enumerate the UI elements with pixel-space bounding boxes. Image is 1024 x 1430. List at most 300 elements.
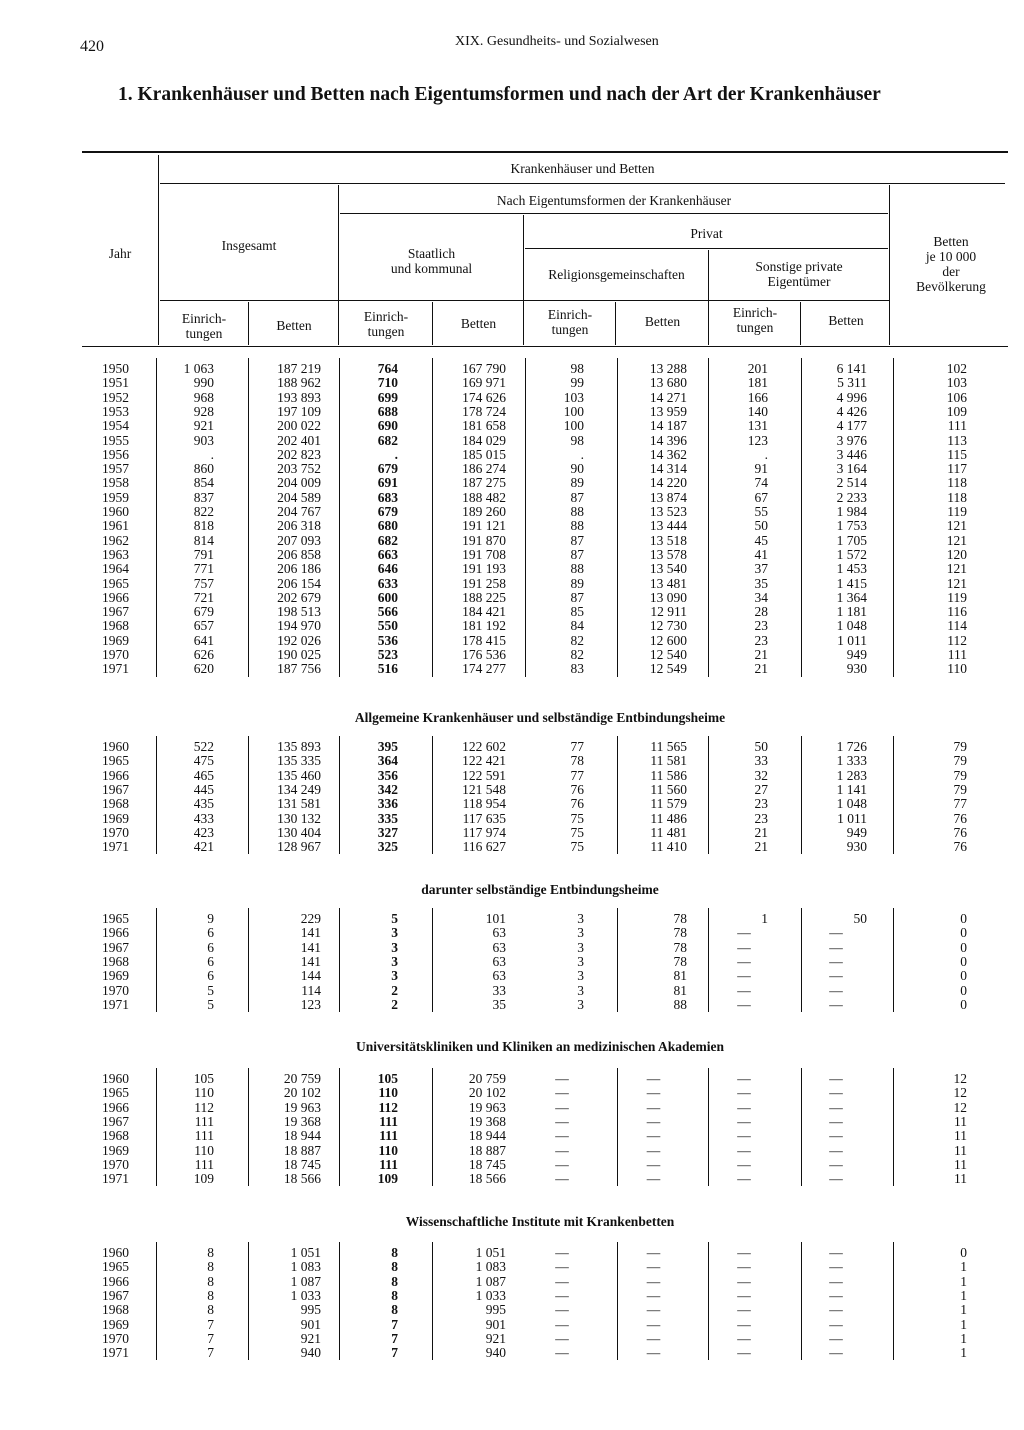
table-cell: 12 911 xyxy=(650,604,687,620)
table-cell: 1 xyxy=(960,1302,967,1318)
table-cell: 1 333 xyxy=(836,753,867,769)
table-cell: 8 xyxy=(391,1302,398,1318)
table-cell: — xyxy=(646,1345,661,1361)
rule-privat xyxy=(525,248,888,249)
table-cell: 7 xyxy=(207,1330,214,1346)
table-cell: 144 xyxy=(300,968,321,984)
table-cell: 109 xyxy=(377,1171,398,1187)
table-cell: 12 xyxy=(953,1099,967,1115)
table-cell: 82 xyxy=(570,647,584,662)
table-cell: 91 xyxy=(754,461,768,477)
vrule xyxy=(708,250,709,345)
table-cell: 23 xyxy=(754,632,768,648)
table-cell: — xyxy=(737,925,751,941)
table-cell: 110 xyxy=(947,661,967,677)
table-cell: 921 xyxy=(300,1330,321,1346)
table-cell: 13 680 xyxy=(649,375,687,391)
table-cell: 3 xyxy=(577,925,584,941)
table-cell: 122 591 xyxy=(462,767,506,783)
body-vrule xyxy=(339,1242,340,1360)
table-cell: 1 753 xyxy=(836,518,867,534)
table-cell: 903 xyxy=(193,432,214,448)
table-cell: 13 090 xyxy=(649,589,687,605)
table-cell: — xyxy=(555,1099,569,1115)
table-cell: 123 xyxy=(300,996,321,1012)
table-cell: 202 679 xyxy=(277,589,321,605)
table-cell: 688 xyxy=(377,403,398,419)
table-cell: 84 xyxy=(570,618,584,634)
table-cell: 131 xyxy=(747,418,768,434)
rule-sub xyxy=(160,300,890,301)
table-cell: 20 102 xyxy=(283,1085,321,1101)
table-cell: 14 271 xyxy=(649,389,687,405)
table-cell: 11 xyxy=(954,1142,967,1158)
table-cell: 111 xyxy=(947,418,967,434)
table-cell: 189 260 xyxy=(462,504,506,519)
table-cell: 190 025 xyxy=(277,647,321,662)
table-cell: 11 581 xyxy=(650,753,687,769)
table-cell: 174 277 xyxy=(462,661,506,677)
header-insgesamt: Insgesamt xyxy=(221,238,277,253)
table-cell: 112 xyxy=(378,1099,398,1115)
table-cell: 115 xyxy=(947,446,967,462)
table-cell: 77 xyxy=(953,796,967,812)
table-cell: 41 xyxy=(754,546,768,562)
table-cell: — xyxy=(646,1171,661,1187)
table-cell: 757 xyxy=(193,575,214,591)
table-cell: 633 xyxy=(377,575,398,591)
table-cell: — xyxy=(737,982,751,998)
table-cell: 87 xyxy=(570,532,584,548)
header-privat: Privat xyxy=(690,226,723,241)
table-cell: 1 283 xyxy=(836,767,867,783)
table-cell: 3 xyxy=(391,925,398,941)
table-cell: — xyxy=(555,1156,569,1172)
table-cell: 3 xyxy=(577,968,584,984)
table-cell: 111 xyxy=(379,1128,398,1144)
year-cell: 1966 xyxy=(102,589,129,605)
table-cell: 818 xyxy=(193,518,214,534)
table-cell: 791 xyxy=(193,546,214,562)
table-cell: 55 xyxy=(754,504,768,519)
year-cell: 1970 xyxy=(102,824,129,840)
table-cell: 181 xyxy=(747,375,768,391)
table-cell: 3 446 xyxy=(836,446,867,462)
table-cell: 191 121 xyxy=(462,518,506,534)
table-cell: 11 560 xyxy=(650,781,687,797)
table-cell: 78 xyxy=(673,953,687,969)
table-cell: 1 xyxy=(960,1287,967,1303)
table-cell: 4 996 xyxy=(836,389,867,405)
table-cell: 185 015 xyxy=(462,446,506,462)
table-cell: 1 011 xyxy=(837,632,867,648)
year-cell: 1970 xyxy=(102,1156,129,1172)
table-cell: 87 xyxy=(570,589,584,605)
table-cell: — xyxy=(829,1085,843,1101)
year-cell: 1966 xyxy=(102,767,129,783)
body-vrule xyxy=(339,908,340,1012)
year-cell: 1968 xyxy=(102,796,129,812)
table-cell: 12 600 xyxy=(649,632,687,648)
table-cell: 682 xyxy=(377,432,398,448)
table-cell: 187 756 xyxy=(277,661,321,677)
table-cell: 110 xyxy=(378,1085,398,1101)
table-cell: 7 xyxy=(207,1345,214,1361)
table-cell: 109 xyxy=(946,403,967,419)
table-cell: 8 xyxy=(391,1245,398,1260)
table-cell: 106 xyxy=(946,389,967,405)
year-cell: 1950 xyxy=(102,361,129,376)
table-cell: 88 xyxy=(570,504,584,519)
year-cell: 1953 xyxy=(102,403,129,419)
table-cell: 98 xyxy=(570,432,584,448)
table-cell: 7 xyxy=(391,1345,398,1361)
table-cell: 682 xyxy=(377,532,398,548)
table-cell: — xyxy=(646,1273,661,1289)
table-cell: 119 xyxy=(947,589,967,605)
year-cell: 1957 xyxy=(102,461,129,477)
table-cell: — xyxy=(737,1316,751,1332)
table-cell: 89 xyxy=(570,575,584,591)
table-cell: 566 xyxy=(377,604,398,620)
table-cell: 8 xyxy=(207,1302,214,1318)
table-cell: 12 549 xyxy=(649,661,687,677)
table-cell: 949 xyxy=(846,647,867,662)
table-cell: — xyxy=(646,1142,661,1158)
table-cell: 3 xyxy=(577,996,584,1012)
table-cell: 112 xyxy=(194,1099,214,1115)
table-cell: 1 364 xyxy=(836,589,867,605)
table-cell: 921 xyxy=(193,418,214,434)
year-cell: 1962 xyxy=(102,532,129,548)
running-head: XIX. Gesundheits- und Sozialwesen xyxy=(455,34,659,49)
year-cell: 1968 xyxy=(102,953,129,969)
body-vrule xyxy=(617,736,618,854)
table-cell: 11 586 xyxy=(650,767,687,783)
table-cell: 21 xyxy=(754,839,768,855)
table-cell: 327 xyxy=(377,824,398,840)
table-cell: 76 xyxy=(953,824,967,840)
table-cell: 356 xyxy=(377,767,398,783)
table-cell: 113 xyxy=(947,432,967,448)
table-cell: 14 220 xyxy=(649,475,687,491)
table-cell: — xyxy=(737,1171,751,1187)
table-cell: — xyxy=(646,1128,661,1144)
table-cell: 6 141 xyxy=(836,361,867,376)
table-cell: 8 xyxy=(207,1259,214,1275)
table-cell: 202 823 xyxy=(277,446,321,462)
table-cell: 204 009 xyxy=(277,475,321,491)
year-cell: 1954 xyxy=(102,418,129,434)
table-cell: 3 164 xyxy=(836,461,867,477)
table-cell: 78 xyxy=(570,753,584,769)
table-cell: 13 481 xyxy=(649,575,687,591)
table-cell: 901 xyxy=(300,1316,321,1332)
table-cell: 74 xyxy=(754,475,768,491)
table-cell: 135 460 xyxy=(277,767,321,783)
table-cell: — xyxy=(555,1171,569,1187)
table-cell: 475 xyxy=(193,753,214,769)
body-vrule xyxy=(617,358,618,677)
table-cell: 178 415 xyxy=(462,632,506,648)
table-cell: — xyxy=(646,1156,661,1172)
body-vrule xyxy=(893,1242,894,1360)
table-cell: 85 xyxy=(570,604,584,620)
table-cell: — xyxy=(829,1345,843,1361)
table-cell: 1 087 xyxy=(290,1273,321,1289)
table-cell: 110 xyxy=(378,1142,398,1158)
table-cell: — xyxy=(737,1142,751,1158)
table-cell: 18 745 xyxy=(283,1156,321,1172)
table-cell: — xyxy=(737,1071,751,1086)
body-vrule xyxy=(801,736,802,854)
table-cell: 77 xyxy=(570,739,584,754)
year-cell: 1960 xyxy=(102,1071,129,1086)
body-vrule xyxy=(432,1242,433,1360)
body-vrule xyxy=(156,908,157,1012)
table-cell: — xyxy=(829,1287,843,1303)
table-cell: — xyxy=(646,1099,661,1115)
body-vrule xyxy=(893,358,894,677)
table-cell: 11 xyxy=(954,1113,967,1129)
table-cell: 721 xyxy=(193,589,214,605)
body-vrule xyxy=(617,908,618,1012)
table-cell: 118 954 xyxy=(462,796,506,812)
body-vrule xyxy=(708,908,709,1012)
table-cell: 122 602 xyxy=(462,739,506,754)
year-cell: 1960 xyxy=(102,739,129,754)
table-cell: — xyxy=(646,1113,661,1129)
table-cell: 184 421 xyxy=(462,604,506,620)
header-betten: Betten xyxy=(276,318,312,333)
table-cell: 930 xyxy=(846,839,867,855)
table-cell: 206 318 xyxy=(277,518,321,534)
table-cell: 202 401 xyxy=(277,432,321,448)
table-cell: 191 258 xyxy=(462,575,506,591)
year-cell: 1969 xyxy=(102,968,129,984)
rule-eigentum xyxy=(340,213,888,214)
table-cell: 114 xyxy=(301,982,321,998)
body-vrule xyxy=(432,358,433,677)
table-cell: 3 976 xyxy=(836,432,867,448)
table-cell: 197 109 xyxy=(277,403,321,419)
table-cell: 822 xyxy=(193,504,214,519)
table-cell: 200 022 xyxy=(277,418,321,434)
table-cell: 105 xyxy=(193,1071,214,1086)
table-cell: 19 963 xyxy=(468,1099,506,1115)
table-cell: 854 xyxy=(193,475,214,491)
table-cell: 188 962 xyxy=(277,375,321,391)
year-cell: 1952 xyxy=(102,389,129,405)
body-vrule xyxy=(617,1242,618,1360)
table-cell: 930 xyxy=(846,661,867,677)
section-title: Universitätskliniken und Kliniken an medizinischen Akademien xyxy=(356,1039,724,1054)
table-cell: 995 xyxy=(485,1302,506,1318)
table-cell: 13 540 xyxy=(649,561,687,577)
table-cell: 130 132 xyxy=(277,810,321,826)
table-cell: 1 xyxy=(761,911,768,926)
table-cell: 11 486 xyxy=(650,810,687,826)
table-cell: 131 581 xyxy=(277,796,321,812)
table-cell: 2 xyxy=(391,982,398,998)
table-cell: 79 xyxy=(953,739,967,754)
table-cell: 18 745 xyxy=(468,1156,506,1172)
table-cell: — xyxy=(555,1302,569,1318)
table-cell: 76 xyxy=(953,810,967,826)
table-cell: — xyxy=(829,1171,843,1187)
table-cell: 11 579 xyxy=(650,796,687,812)
table-cell: 35 xyxy=(492,996,506,1012)
table-cell: 9 xyxy=(207,911,214,926)
table-cell: 111 xyxy=(194,1156,214,1172)
table-cell: 710 xyxy=(377,375,398,391)
year-cell: 1960 xyxy=(102,504,129,519)
year-cell: 1971 xyxy=(102,1171,129,1187)
body-vrule xyxy=(801,1068,802,1186)
table-cell: 0 xyxy=(960,982,967,998)
year-cell: 1956 xyxy=(102,446,129,462)
header-einrichtungen: Einrich- tungen xyxy=(181,311,227,341)
table-cell: 1 087 xyxy=(475,1273,506,1289)
year-cell: 1970 xyxy=(102,982,129,998)
table-cell: 465 xyxy=(193,767,214,783)
table-cell: 3 xyxy=(577,911,584,926)
table-cell: 683 xyxy=(377,489,398,505)
table-cell: 166 xyxy=(747,389,768,405)
table-cell: 191 870 xyxy=(462,532,506,548)
table-cell: 11 xyxy=(954,1171,967,1187)
table-cell: — xyxy=(555,1273,569,1289)
year-cell: 1969 xyxy=(102,810,129,826)
table-cell: 3 xyxy=(391,939,398,955)
body-vrule xyxy=(156,1242,157,1360)
table-cell: 1 048 xyxy=(836,618,867,634)
table-cell: 18 566 xyxy=(468,1171,506,1187)
table-cell: — xyxy=(555,1113,569,1129)
header-religion: Religionsgemeinschaften xyxy=(548,267,685,282)
table-cell: 120 xyxy=(946,546,967,562)
table-cell: 141 xyxy=(300,925,321,941)
table-cell: 1 xyxy=(960,1345,967,1361)
table-cell: — xyxy=(829,925,843,941)
table-cell: 3 xyxy=(577,953,584,969)
year-cell: 1955 xyxy=(102,432,129,448)
table-cell: 82 xyxy=(570,632,584,648)
table-cell: 88 xyxy=(570,561,584,577)
header-nach-eigentum: Nach Eigentumsformen der Krankenhäuser xyxy=(496,193,732,208)
body-vrule xyxy=(893,908,894,1012)
table-cell: 516 xyxy=(377,661,398,677)
table-cell: 23 xyxy=(754,618,768,634)
table-cell: — xyxy=(737,1099,751,1115)
table-cell: 433 xyxy=(193,810,214,826)
table-cell: 75 xyxy=(570,810,584,826)
table-cell: . xyxy=(394,446,398,462)
table-cell: . xyxy=(580,446,584,462)
table-cell: 188 482 xyxy=(462,489,506,505)
table-cell: — xyxy=(829,1071,843,1086)
table-cell: — xyxy=(829,1142,843,1158)
year-cell: 1971 xyxy=(102,996,129,1012)
table-cell: 995 xyxy=(300,1302,321,1318)
year-cell: 1965 xyxy=(102,1085,129,1101)
table-cell: 1 051 xyxy=(475,1245,506,1260)
table-cell: 3 xyxy=(391,968,398,984)
table-cell: 123 xyxy=(747,432,768,448)
table-cell: 79 xyxy=(953,753,967,769)
table-cell: 691 xyxy=(377,475,398,491)
header-betten-je: Betten je 10 000 der Bevölkerung xyxy=(916,234,986,294)
table-cell: 1 063 xyxy=(183,361,214,376)
table-cell: 186 274 xyxy=(462,461,506,477)
table-cell: — xyxy=(737,968,751,984)
table-cell: 0 xyxy=(960,925,967,941)
table-cell: 8 xyxy=(391,1259,398,1275)
table-cell: 13 874 xyxy=(649,489,687,505)
table-cell: 1 033 xyxy=(290,1287,321,1303)
vrule xyxy=(338,185,339,345)
table-cell: 87 xyxy=(570,489,584,505)
table-cell: 1 xyxy=(960,1273,967,1289)
table-cell: 78 xyxy=(673,939,687,955)
table-cell: — xyxy=(555,1071,569,1086)
year-cell: 1951 xyxy=(102,375,129,391)
table-cell: 14 314 xyxy=(649,461,687,477)
table-cell: 600 xyxy=(377,589,398,605)
year-cell: 1970 xyxy=(102,647,129,662)
table-cell: 135 335 xyxy=(277,753,321,769)
table-cell: 187 275 xyxy=(462,475,506,491)
vrule xyxy=(615,302,616,345)
body-vrule xyxy=(801,358,802,677)
table-cell: 207 093 xyxy=(277,532,321,548)
table-cell: 188 225 xyxy=(462,589,506,605)
year-cell: 1960 xyxy=(102,1245,129,1260)
table-cell: 81 xyxy=(673,982,687,998)
table-cell: — xyxy=(829,939,843,955)
table-cell: 12 730 xyxy=(649,618,687,634)
year-cell: 1969 xyxy=(102,1142,129,1158)
vrule xyxy=(158,155,159,345)
table-cell: 699 xyxy=(377,389,398,405)
header-sonstige: Sonstige private Eigentümer xyxy=(755,259,843,289)
section-title: Allgemeine Krankenhäuser und selbständige Entbindungsheime xyxy=(354,710,726,725)
table-cell: 679 xyxy=(377,461,398,477)
table-cell: 536 xyxy=(377,632,398,648)
table-cell: — xyxy=(555,1085,569,1101)
table-cell: — xyxy=(555,1128,569,1144)
table-cell: 2 514 xyxy=(836,475,867,491)
table-cell: 121 xyxy=(946,575,967,591)
table-cell: 435 xyxy=(193,796,214,812)
table-cell: 680 xyxy=(377,518,398,534)
table-cell: 79 xyxy=(953,767,967,783)
table-cell: 76 xyxy=(953,839,967,855)
table-cell: 50 xyxy=(754,739,768,754)
year-cell: 1971 xyxy=(102,839,129,855)
year-cell: 1965 xyxy=(102,911,129,926)
table-cell: 6 xyxy=(207,953,214,969)
header-einrichtungen: Einrich- tungen xyxy=(363,309,409,339)
table-cell: 0 xyxy=(960,996,967,1012)
table-cell: 8 xyxy=(391,1273,398,1289)
table-cell: 901 xyxy=(485,1316,506,1332)
table-cell: 193 893 xyxy=(277,389,321,405)
table-cell: 423 xyxy=(193,824,214,840)
table-cell: 1 141 xyxy=(836,781,867,797)
table-cell: — xyxy=(737,1259,751,1275)
body-vrule xyxy=(708,736,709,854)
